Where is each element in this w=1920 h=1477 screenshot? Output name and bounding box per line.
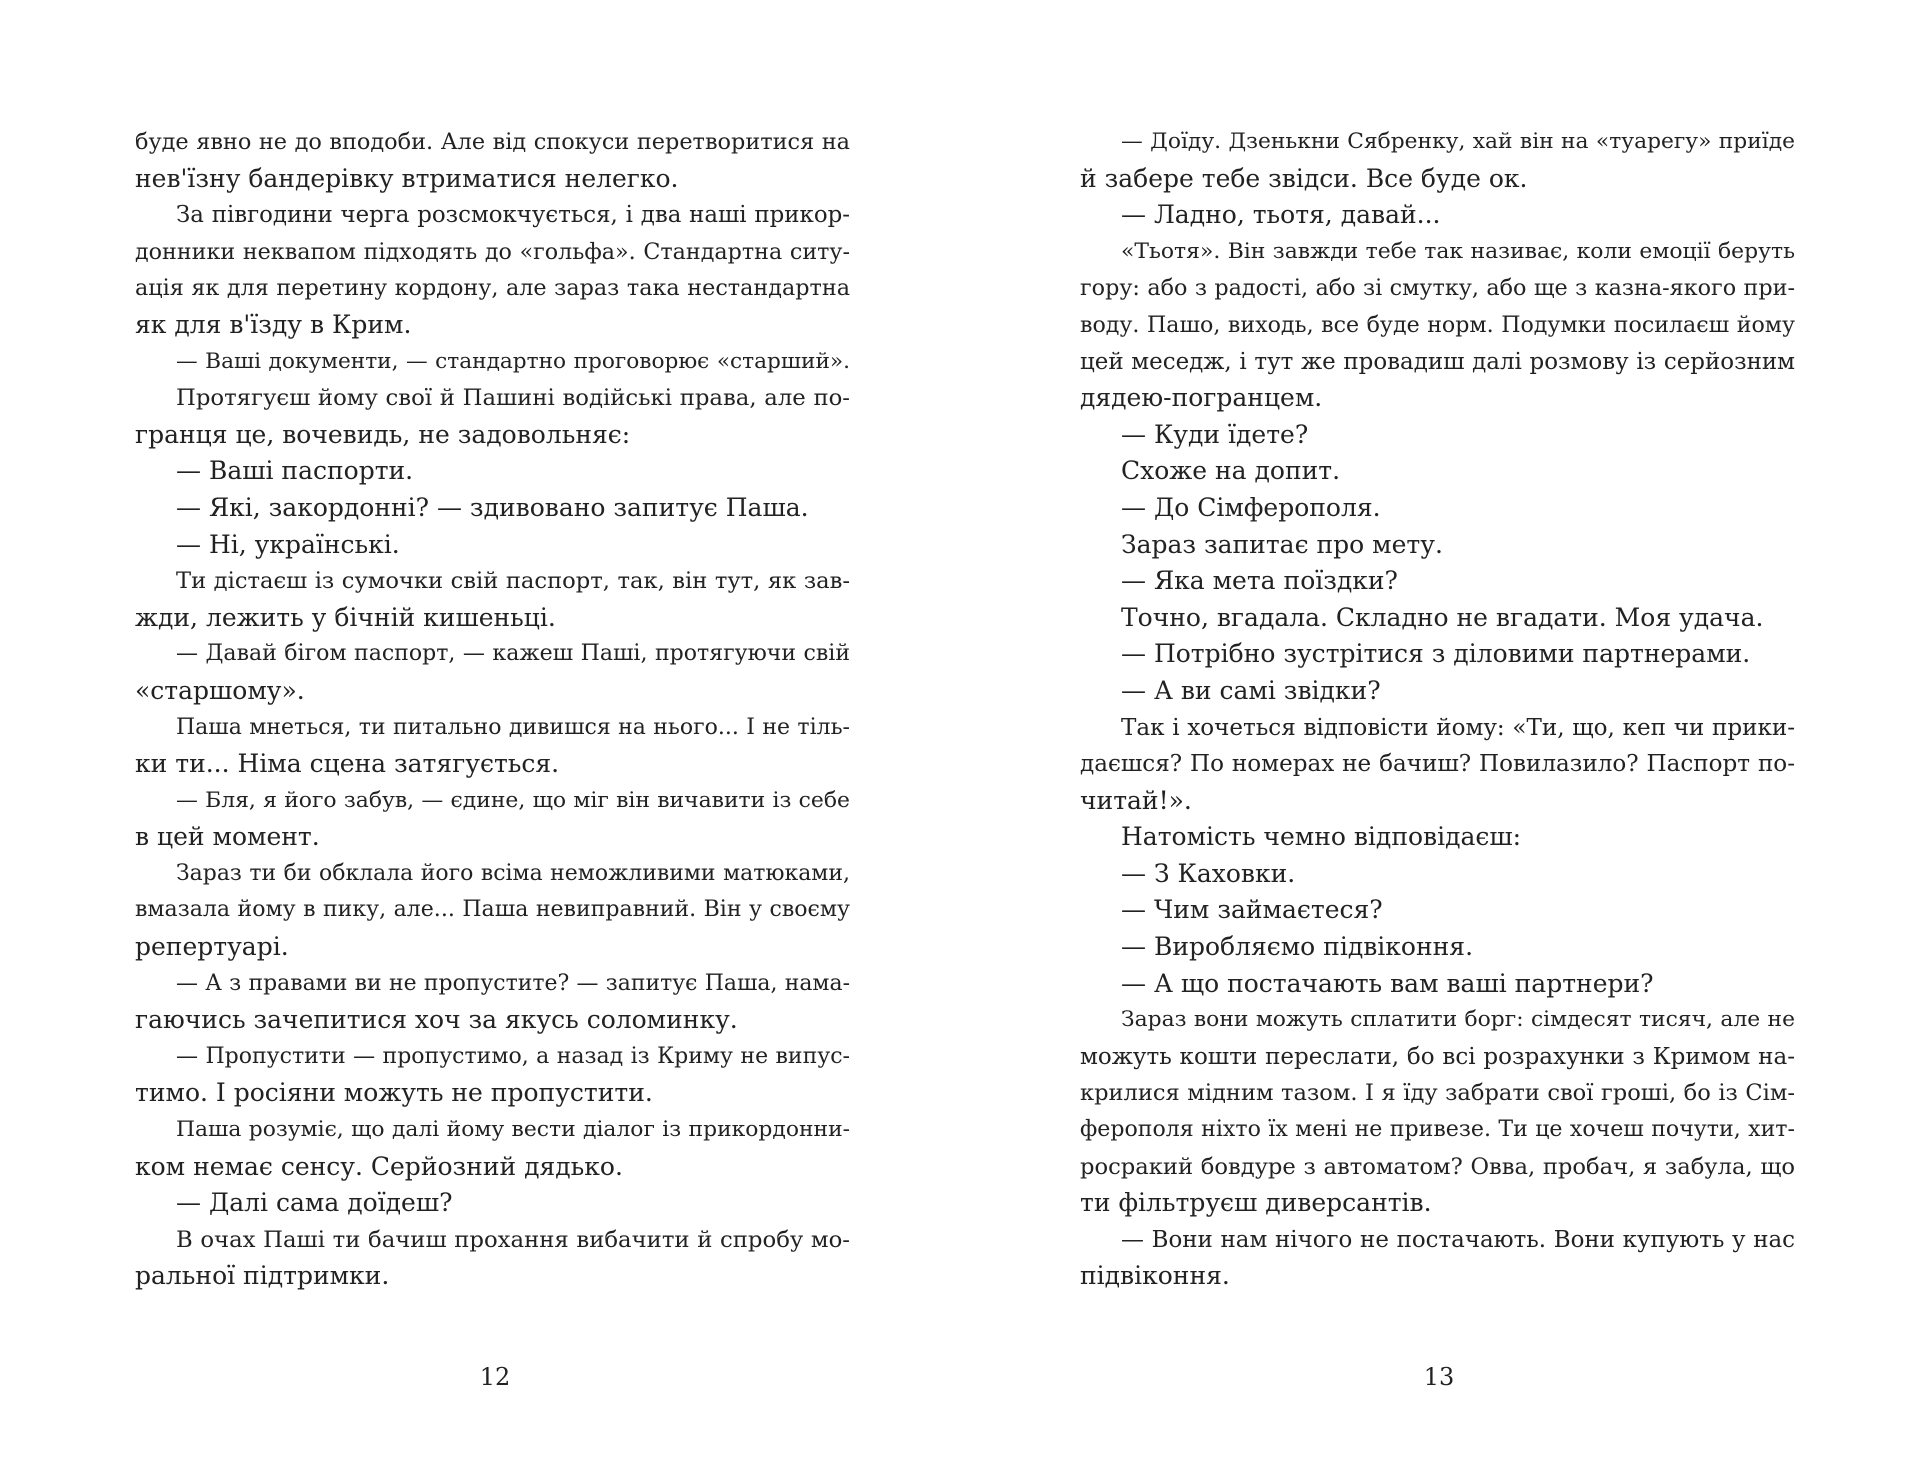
text-line: вмазала йому в пику, але... Паша невиправний. Він у своєму xyxy=(135,897,850,923)
page-number-right: 13 xyxy=(1423,1363,1455,1391)
text-line: — Ладно, тьотя, давай... xyxy=(1121,200,1441,230)
text-line: Так і хочеться відповісти йому: «Ти, що, кеп чи прики- xyxy=(1121,714,1795,741)
text-line: Протягуєш йому свої й Пашині водійські права, але по- xyxy=(176,385,850,412)
text-line: Паша мнеться, ти питально дивишся на нього... І не тіль- xyxy=(176,714,850,740)
left-page-text xyxy=(135,124,850,1295)
text-line: — Яка мета поїздки? xyxy=(1121,566,1398,596)
text-line: — Вони нам нічого не постачають. Вони купують у нас xyxy=(1121,1226,1795,1253)
text-line: репертуарі. xyxy=(135,932,289,962)
text-line: ація як для перетину кордону, але зараз така нестандартна xyxy=(135,275,850,302)
text-line: ки ти... Німа сцена затягується. xyxy=(135,749,560,779)
text-line: — А з правами ви не пропустите? — запитує Паша, нама- xyxy=(176,970,850,996)
text-line: — З Каховки. xyxy=(1121,858,1296,888)
text-line: нев'їзну бандерівку втриматися нелегко. xyxy=(135,163,679,193)
text-line: ком немає сенсу. Серйозний дядько. xyxy=(135,1151,623,1181)
text-line: ферополя ніхто їх мені не привезе. Ти це хочеш почути, хит- xyxy=(1080,1117,1795,1143)
page-number-left: 12 xyxy=(479,1363,511,1391)
text-line: — Які, закордонні? — здивовано запитує Паша. xyxy=(176,492,809,522)
text-line: ти фільтруєш диверсантів. xyxy=(1080,1188,1432,1218)
text-line: підвіконня. xyxy=(1080,1261,1230,1291)
text-line: — Давай бігом паспорт, — кажеш Паші, протягуючи свій xyxy=(176,641,850,667)
text-line: — Далі сама доїдеш? xyxy=(176,1188,453,1218)
text-line: можуть кошти переслати, бо всі розрахунки з Кримом на- xyxy=(1080,1043,1795,1070)
text-line: — А що постачають вам ваші партнери? xyxy=(1121,968,1654,998)
text-line: Точно, вгадала. Складно не вгадати. Моя удача. xyxy=(1121,602,1764,632)
text-line: «Тьотя». Він завжди тебе так називає, коли емоції беруть xyxy=(1121,238,1795,264)
text-line: крилися мідним тазом. І я їду забрати свої гроші, бо із Сім- xyxy=(1080,1080,1795,1107)
text-line: — Ні, українські. xyxy=(176,529,400,559)
text-line: й забере тебе звідси. Все буде ок. xyxy=(1080,163,1528,193)
text-line: Схоже на допит. xyxy=(1121,456,1341,486)
text-line: Зараз запитає про мету. xyxy=(1121,529,1443,559)
right-page-text xyxy=(1080,124,1795,1295)
text-line: даєшся? По номерах не бачиш? Повилазило? Паспорт по- xyxy=(1080,751,1795,778)
text-line: гору: або з радості, або зі смутку, або ще з казна-якого при- xyxy=(1080,275,1795,302)
text-line: — Куди їдете? xyxy=(1121,419,1309,449)
text-line: гранця це, вочевидь, не задовольняє: xyxy=(135,419,631,449)
text-line: В очах Паші ти бачиш прохання вибачити й спробу мо- xyxy=(176,1226,850,1253)
text-line: цей меседж, і тут же провадиш далі розмову із серйозним xyxy=(1080,348,1795,375)
text-line: «старшому». xyxy=(135,675,305,705)
text-line: — Ваші паспорти. xyxy=(176,456,414,486)
text-line: буде явно не до вподоби. Але від спокуси перетворитися на xyxy=(135,129,850,155)
text-line: читай!». xyxy=(1080,785,1192,815)
text-line: — Бля, я його забув, — єдине, що міг він вичавити із себе xyxy=(176,787,850,813)
text-line: — Потрібно зустрітися з діловими партнерами. xyxy=(1121,639,1751,669)
text-line: — Пропустити — пропустимо, а назад із Криму не випус- xyxy=(176,1043,850,1069)
text-line: як для в'їзду в Крим. xyxy=(135,309,412,339)
text-line: — А ви самі звідки? xyxy=(1121,675,1381,705)
text-line: Ти дістаєш із сумочки свій паспорт, так, він тут, як зав- xyxy=(176,568,850,595)
text-line: Натомість чемно відповідаєш: xyxy=(1121,822,1522,852)
text-line: — Ваші документи, — стандартно проговорює «старший». xyxy=(176,348,850,374)
text-line: — До Сімферополя. xyxy=(1121,492,1381,522)
text-line: За півгодини черга розсмокчується, і два наші прикор- xyxy=(176,202,850,229)
text-line: воду. Пашо, виходь, все буде норм. Подумки посилаєш йому xyxy=(1080,311,1795,338)
text-line: — Виробляємо підвіконня. xyxy=(1121,932,1474,962)
text-line: донники неквапом підходять до «гольфа». Стандартна ситу- xyxy=(135,238,850,265)
text-line: ральної підтримки. xyxy=(135,1261,390,1291)
text-line: — Доїду. Дзенькни Сябренку, хай він на «туарегу» приїде xyxy=(1121,129,1795,154)
text-line: Паша розуміє, що далі йому вести діалог із прикордонни- xyxy=(176,1117,850,1143)
text-line: росракий бовдуре з автоматом? Овва, пробач, я забула, що xyxy=(1080,1153,1795,1180)
text-line: гаючись зачепитися хоч за якусь соломинку. xyxy=(135,1005,738,1035)
text-line: тимо. І росіяни можуть не пропустити. xyxy=(135,1078,653,1108)
text-line: Зараз вони можуть сплатити борг: сімдесят тисяч, але не xyxy=(1121,1007,1795,1033)
text-line: дядею-погранцем. xyxy=(1080,383,1323,413)
text-line: жди, лежить у бічній кишеньці. xyxy=(135,602,556,632)
text-line: Зараз ти би обклала його всіма неможливими матюками, xyxy=(176,860,850,886)
text-line: — Чим займаєтеся? xyxy=(1121,895,1383,925)
text-line: в цей момент. xyxy=(135,822,320,852)
